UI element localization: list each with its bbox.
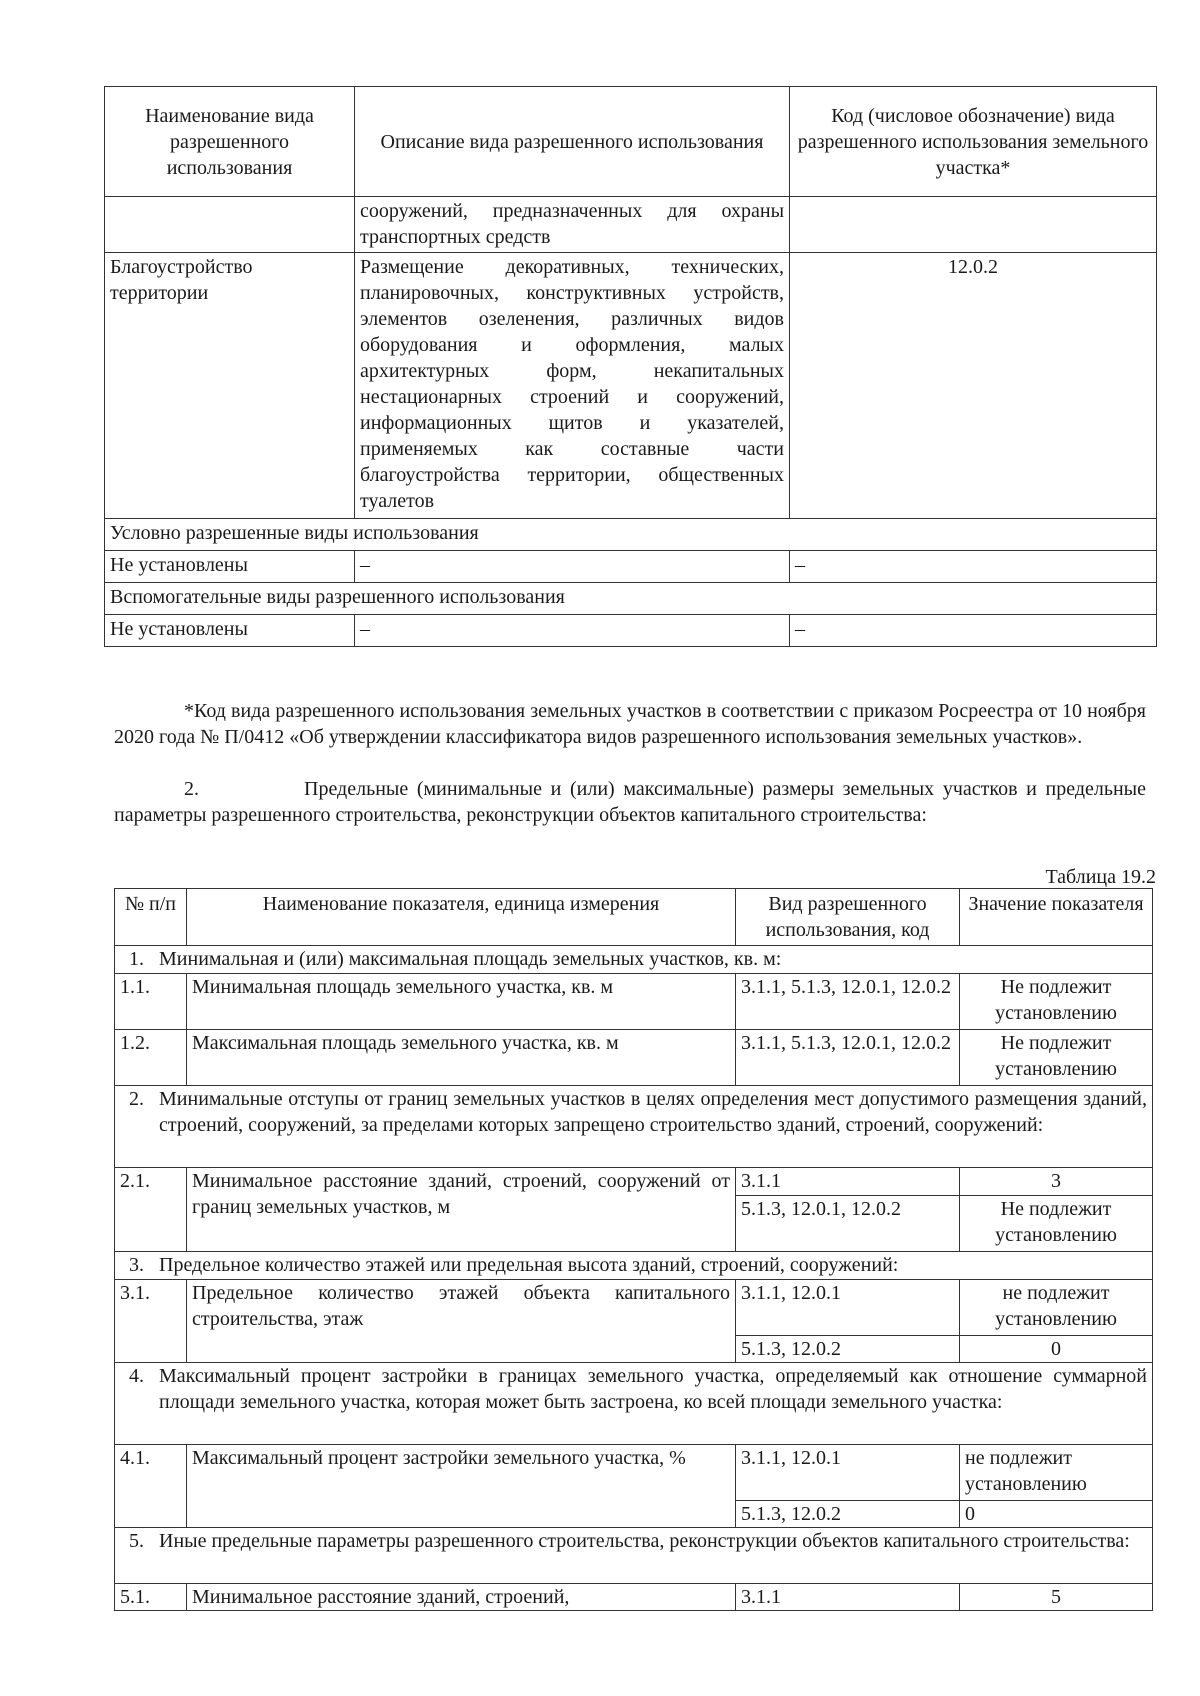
section-2 — [115, 1086, 1153, 1168]
section-row — [105, 519, 1157, 551]
section-1 — [115, 946, 1153, 974]
use-description-cell: – — [355, 551, 790, 583]
cell-empty — [790, 197, 1157, 253]
section-3 — [115, 1252, 1153, 1280]
parameters-table — [114, 888, 1153, 1611]
table-header-row — [105, 87, 1157, 197]
row-number: 3.1. — [115, 1280, 187, 1363]
use-code: 3.1.1 — [736, 1584, 960, 1611]
indicator-value: Не подлежит установлению — [960, 974, 1153, 1030]
indicator-value: 3 — [960, 1168, 1153, 1196]
continuation-description: сооружений, предназначенных для охраны транспортных средств — [355, 197, 790, 253]
row-number: 5.1. — [115, 1584, 187, 1611]
section-row — [115, 1252, 1153, 1280]
header-use-name: Наименование вида разрешенного использования — [105, 87, 355, 197]
use-name-cell: Не установлены — [105, 615, 355, 647]
use-code: 5.1.3, 12.0.2 — [736, 1501, 960, 1528]
row-number: 1.1. — [115, 974, 187, 1030]
indicator-value: Не подлежит установлению — [960, 1030, 1153, 1086]
indicator-name: Максимальная площадь земельного участка, кв. м — [187, 1030, 736, 1086]
indicator-value: не подлежит установлению — [960, 1445, 1153, 1501]
row-number: 2.1. — [115, 1168, 187, 1252]
section-row — [115, 1086, 1153, 1168]
section-5 — [115, 1528, 1153, 1584]
use-code: 3.1.1, 12.0.1 — [736, 1445, 960, 1501]
use-name-cell: Благоустройство территории — [105, 253, 355, 519]
section-text: Иные предельные параметры разрешенного строительства, реконструкции объектов капитального строительства: — [159, 1530, 1130, 1552]
table-row — [105, 197, 1157, 253]
section-text: Максимальный процент застройки в границах земельного участка, определяемый как отношение суммарной площади земельного участка, которая может быть застроена, ко всей площади земельного участка: — [159, 1365, 1147, 1413]
use-description-cell: Размещение декоративных, технических, планировочных, конструктивных устройств, элементов озеленения, различных видов оборудования и оформления, малых архитектурных форм, некапитальных нестационарных строений и сооружений, информационных щитов и указателей, применяемых как составные части благоустройства территории, общественных туалетов — [355, 253, 790, 519]
section-auxiliary-title: Вспомогательные виды разрешенного использования — [105, 583, 1157, 615]
indicator-name: Максимальный процент застройки земельного участка, % — [187, 1445, 736, 1528]
use-code-cell: – — [790, 615, 1157, 647]
section-row — [115, 1528, 1153, 1584]
indicator-name: Минимальная площадь земельного участка, кв. м — [187, 974, 736, 1030]
header-use-code: Код (числовое обозначение) вида разрешенного использования земельного участка* — [790, 87, 1157, 197]
table-row — [105, 253, 1157, 519]
paragraph-2 — [114, 776, 1146, 828]
header-use-code: Вид разрешенного использования, код — [736, 889, 960, 946]
table-row — [115, 1280, 1153, 1336]
paragraph-number: 2. — [184, 778, 199, 800]
section-text: Минимальная и (или) максимальная площадь земельных участков, кв. м: — [159, 948, 782, 970]
indicator-name: Минимальное расстояние зданий, строений, — [187, 1584, 736, 1611]
header-indicator-name: Наименование показателя, единица измерения — [187, 889, 736, 946]
use-code-cell: 12.0.2 — [790, 253, 1157, 519]
table-caption: Таблица 19.2 — [1045, 866, 1156, 888]
use-description-cell: – — [355, 615, 790, 647]
use-code: 5.1.3, 12.0.1, 12.0.2 — [736, 1196, 960, 1252]
row-number: 1.2. — [115, 1030, 187, 1086]
permitted-use-table — [104, 86, 1157, 647]
use-code: 3.1.1 — [736, 1168, 960, 1196]
table-row — [115, 1445, 1153, 1501]
section-number: 3. — [129, 1254, 144, 1276]
header-value: Значение показателя — [960, 889, 1153, 946]
section-row — [105, 583, 1157, 615]
row-number: 4.1. — [115, 1445, 187, 1528]
indicator-value: не подлежит установлению — [960, 1280, 1153, 1336]
cell-empty — [105, 197, 355, 253]
section-number: 4. — [129, 1365, 144, 1387]
footnote: *Код вида разрешенного использования земельных участков в соответствии с приказом Росреестра от 10 ноября 2020 года № П/0412 «Об утверждении классификатора видов разрешенного использования земельных участков». — [114, 700, 1146, 748]
indicator-value: 0 — [960, 1501, 1153, 1528]
use-code: 3.1.1, 5.1.3, 12.0.1, 12.0.2 — [736, 974, 960, 1030]
paragraph-text: Предельные (минимальные и (или) максимальные) размеры земельных участков и предельные параметры разрешенного строительства, реконструкции объектов капитального строительства: — [114, 778, 1146, 826]
section-text: Минимальные отступы от границ земельных участков в целях определения мест допустимого размещения зданий, строений, сооружений, за пределами которых запрещено строительство зданий, строений, сооружений: — [159, 1088, 1147, 1136]
section-number: 5. — [129, 1530, 144, 1552]
header-number: № п/п — [115, 889, 187, 946]
section-conditional-title: Условно разрешенные виды использования — [105, 519, 1157, 551]
use-name-cell: Не установлены — [105, 551, 355, 583]
table-row — [115, 1584, 1153, 1611]
section-text: Предельное количество этажей или предельная высота зданий, строений, сооружений: — [159, 1254, 899, 1276]
use-code: 3.1.1, 12.0.1 — [736, 1280, 960, 1336]
table-row — [115, 1168, 1153, 1196]
section-4 — [115, 1363, 1153, 1445]
table-row — [105, 615, 1157, 647]
indicator-value: 0 — [960, 1336, 1153, 1363]
table-row — [115, 974, 1153, 1030]
use-code-cell: – — [790, 551, 1157, 583]
indicator-name: Предельное количество этажей объекта капитального строительства, этаж — [187, 1280, 736, 1363]
section-row — [115, 946, 1153, 974]
indicator-value: 5 — [960, 1584, 1153, 1611]
section-row — [115, 1363, 1153, 1445]
section-number: 2. — [129, 1088, 144, 1110]
use-code: 5.1.3, 12.0.2 — [736, 1336, 960, 1363]
indicator-name: Минимальное расстояние зданий, строений, сооружений от границ земельных участков, м — [187, 1168, 736, 1252]
indicator-value: Не подлежит установлению — [960, 1196, 1153, 1252]
header-use-description: Описание вида разрешенного использования — [355, 87, 790, 197]
section-number: 1. — [129, 948, 144, 970]
table-row — [105, 551, 1157, 583]
use-code: 3.1.1, 5.1.3, 12.0.1, 12.0.2 — [736, 1030, 960, 1086]
table-row — [115, 1030, 1153, 1086]
table-header-row — [115, 889, 1153, 946]
